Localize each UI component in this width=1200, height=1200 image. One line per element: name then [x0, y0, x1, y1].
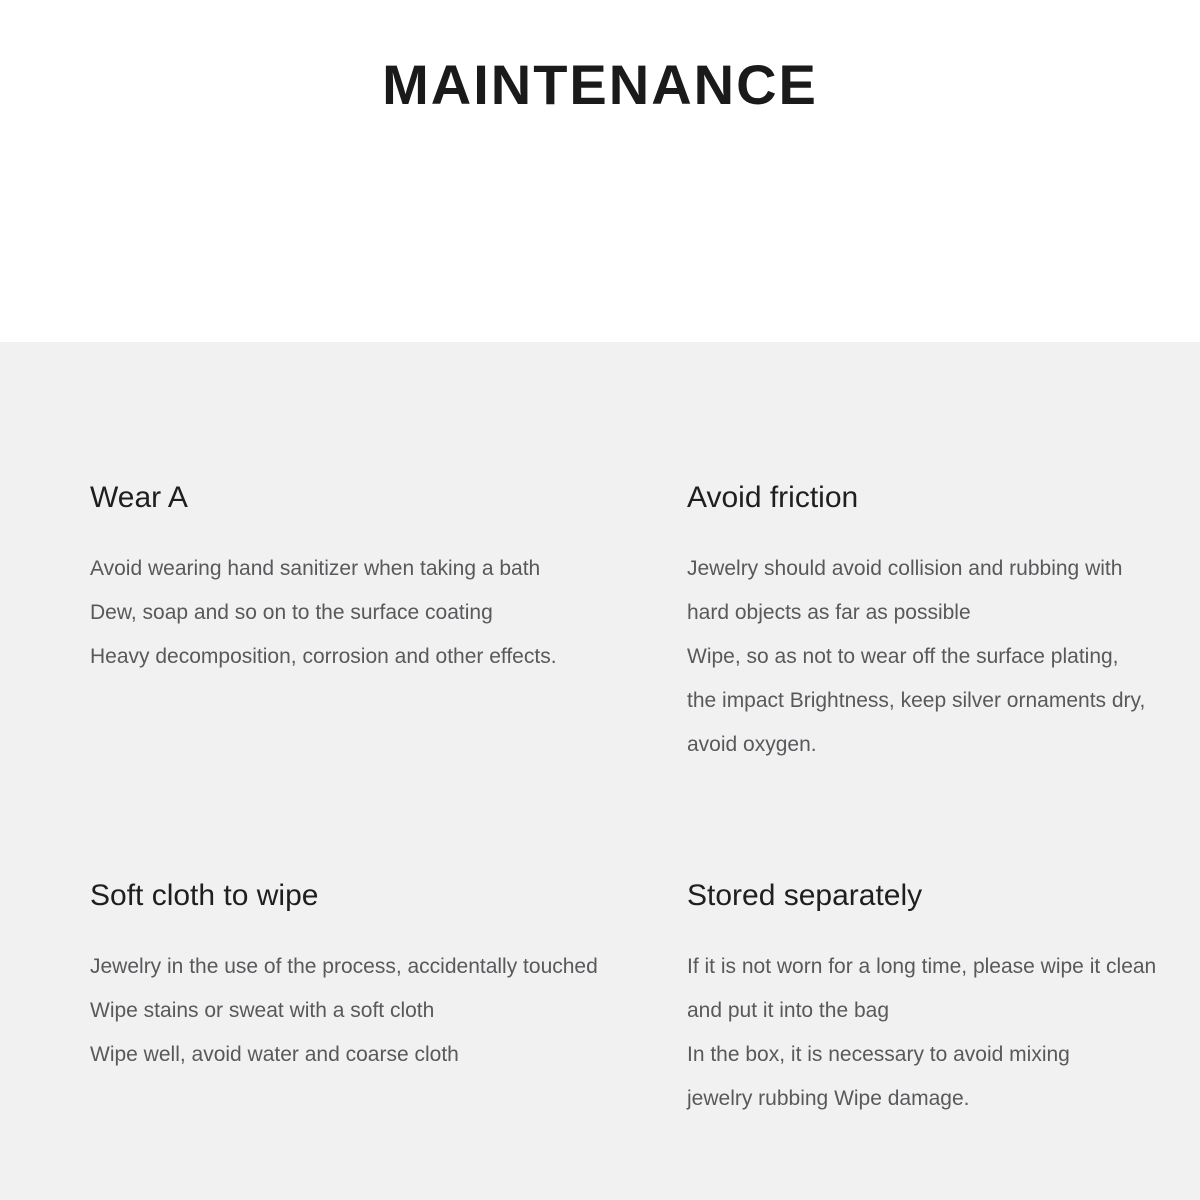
section-heading: Soft cloth to wipe [90, 879, 319, 912]
section-soft-cloth [90, 878, 610, 1077]
section-stored-separately [687, 878, 1200, 1121]
section-text-line: Heavy decomposition, corrosion and other effects. [90, 645, 557, 668]
section-text-line: Jewelry in the use of the process, accidentally touched [90, 955, 598, 978]
section-heading: Wear A [90, 481, 188, 514]
section-text-line: hard objects as far as possible [687, 601, 971, 624]
section-text-line: Wipe, so as not to wear off the surface plating, [687, 645, 1119, 668]
section-wear-a [90, 480, 610, 679]
section-text-line: Dew, soap and so on to the surface coating [90, 601, 493, 624]
section-text-line: avoid oxygen. [687, 733, 817, 756]
section-text-line: Jewelry should avoid collision and rubbing with [687, 557, 1123, 580]
section-heading: Stored separately [687, 879, 923, 912]
section-text-line: In the box, it is necessary to avoid mixing [687, 1043, 1070, 1066]
section-text-line: Wipe well, avoid water and coarse cloth [90, 1043, 459, 1066]
section-avoid-friction [687, 480, 1200, 767]
section-text-line: and put it into the bag [687, 999, 889, 1022]
section-text-line: the impact Brightness, keep silver ornaments dry, [687, 689, 1146, 712]
care-info-panel [0, 342, 1200, 1200]
section-text-line: Avoid wearing hand sanitizer when taking a bath [90, 557, 541, 580]
section-text-line: If it is not worn for a long time, please wipe it clean [687, 955, 1157, 978]
section-heading: Avoid friction [687, 481, 859, 514]
page-title: MAINTENANCE [382, 53, 818, 116]
section-text-line: Wipe stains or sweat with a soft cloth [90, 999, 435, 1022]
section-text-line: jewelry rubbing Wipe damage. [687, 1087, 970, 1110]
